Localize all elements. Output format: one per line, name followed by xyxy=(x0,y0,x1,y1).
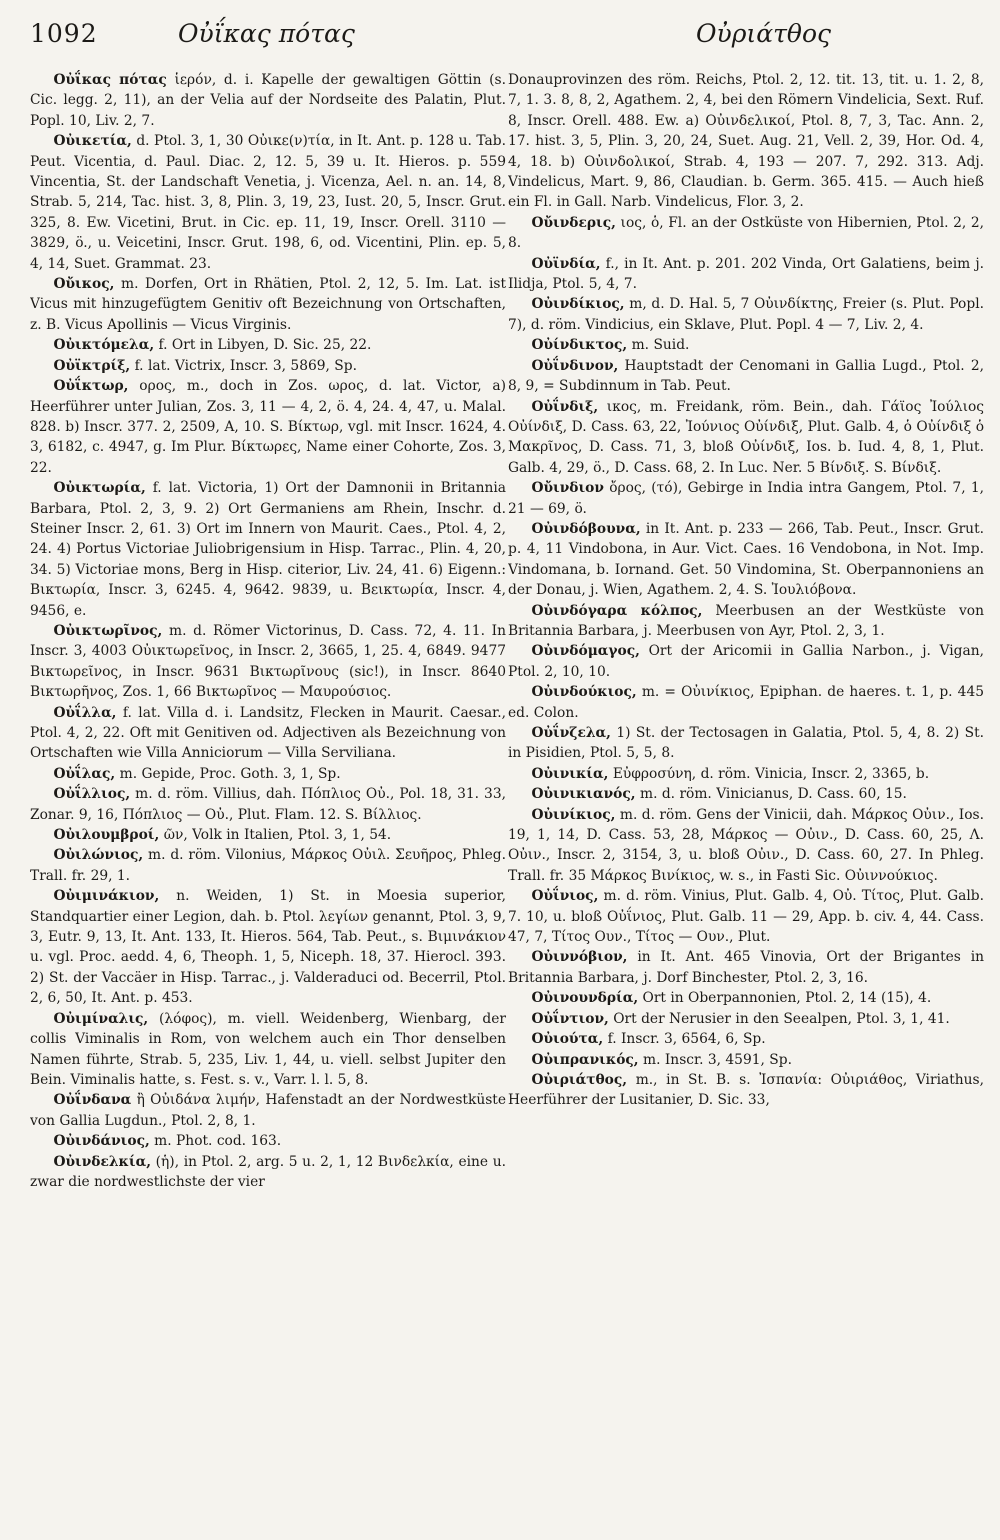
entry-text: ορος, m., doch in Zos. ωρος, d. lat. Victor, a) Heerführer unter Julian, Zos. 3, 11 — 4, 2, ö. 4, 24. 4, 47, u. Malal. 828. b) Inscr. 377. 2, 2509, A, 10. S. Βίκτωρ, vgl. mit Inscr. 1624, 4. 3, 6182, c. 4947, g. Im Plur. Βίκτωρες, Name einer Cohorte, Zos. 3, 22. xyxy=(30,378,506,476)
entry-headword: Οὐΐνδιξ, xyxy=(531,398,599,415)
dictionary-entry xyxy=(30,274,506,335)
dictionary-entry xyxy=(30,1009,506,1091)
entry-text: ὄρος, (τό), Gebirge in India intra Gangem, Ptol. 7, 1, 21 — 69, ö. xyxy=(508,480,984,517)
dictionary-entry xyxy=(508,682,984,723)
dictionary-entry xyxy=(508,601,984,642)
entry-headword: Οὐινδούκιος, xyxy=(531,684,637,701)
entry-headword: Οὐινίκιος, xyxy=(531,806,616,823)
dictionary-entry xyxy=(508,988,984,1008)
entry-headword: Οὐΐλας, xyxy=(53,765,116,782)
entry-text: ἢ Οὐιδάνα λιμήν, Hafenstadt an der Nordwestküste von Gallia Lugdun., Ptol. 2, 8, 1. xyxy=(30,1092,506,1129)
entry-headword: Οὐΐκας πότας xyxy=(53,72,167,88)
entry-text: d. Ptol. 3, 1, 30 Οὐικε(ν)τία, in It. Ant. p. 128 u. Tab. Peut. Vicentia, d. Paul. Diac. 2, 12. 5, 39 u. It. Hieros. p. 559 Vincentia, St. der Landschaft Venetia, j. Vicenza, Ael. n. an. 14, 8, Strab. 5, 214, Tac. hist. 3, 8, Plin. 3, 19, 23, Iust. 20, 5, Inscr. Grut. 325, 8. Ew. Vicetini, Brut. in Cic. ep. 11, 19, Inscr. Orell. 3110 — 3829, ö., u. Veicetini, Inscr. Grut. 198, 6, od. Vicentini, Plin. ep. 5, 4, 14, Suet. Grammat. 23. xyxy=(30,133,506,272)
entry-headword: Οὔινδιον xyxy=(531,480,604,497)
entry-headword: Οὐϊκτρίξ, xyxy=(53,357,131,374)
entry-text: ἱερόν, d. i. Kapelle der gewaltigen Göttin (s. Cic. legg. 2, 11), an der Velia auf der Nordseite des Palatin, Plut. Popl. 10, Liv. 2, 7. xyxy=(30,72,506,129)
entry-headword: Οὐιούτα, xyxy=(531,1031,604,1048)
entry-headword: Οὐΐνιος, xyxy=(531,888,599,905)
dictionary-entry xyxy=(30,886,506,1008)
entry-headword: Οὐΐνδανα xyxy=(53,1092,132,1109)
dictionary-entry xyxy=(30,376,506,478)
dictionary-entry xyxy=(30,845,506,886)
dictionary-entry xyxy=(30,356,506,376)
dictionary-entry xyxy=(508,805,984,887)
entry-headword: Οὐινδόγαρα κόλπος, xyxy=(531,602,703,619)
entry-text: m. d. röm. Vinius, Plut. Galb. 4, Οὐ. Τίτος, Plut. Galb. 7. 10, u. bloß Οὐΐνιος, Plut. Galb. 11 — 29, App. b. civ. 4, 44. Cass. 47, 7, Τίτος Ουν., Τίτος — Ουν., Plut. xyxy=(508,888,984,946)
entry-text: m. d. Römer Victorinus, D. Cass. 72, 4. 11. In Inscr. 3, 4003 Οὐικτωρεῖνος, in Inscr. 2, 3665, 1, 25. 4, 6849. 9477 Βικτωρεῖνος, in Inscr. 9631 Βικτωρῖνους (sic!), in Inscr. 8640 Βικτωρῆνος, Zos. 1, 66 Βικτωρῖνος — Μαυρούσιος. xyxy=(30,622,506,701)
entry-headword: Οὐιμίναλις, xyxy=(53,1010,149,1027)
dictionary-entry xyxy=(508,519,984,601)
entry-text: in It. Ant. 465 Vinovia, Ort der Brigantes in Britannia Barbara, j. Dorf Binchester, Ptol. 2, 3, 16. xyxy=(508,949,984,986)
entry-headword: Οὐικτόμελα, xyxy=(53,337,155,354)
entry-headword: Οὐικτωρῖνος, xyxy=(53,622,163,639)
entry-headword: Οὐινικιανός, xyxy=(531,786,636,803)
entry-headword: Οὐΐνδινον, xyxy=(531,357,619,374)
entry-text: f. lat. Villa d. i. Landsitz, Flecken in Maurit. Caesar., Ptol. 4, 2, 22. Oft mit Genitiven od. Adjectiven als Bezeichnung von Ortschaften wie Villa Anniciorum — Villa Serviliana. xyxy=(30,704,506,762)
entry-text: 1) St. der Tectosagen in Galatia, Ptol. 5, 4, 8. 2) St. in Pisidien, Ptol. 5, 5, 8. xyxy=(508,725,984,762)
entry-text: Εὐφροσύνη, d. röm. Vinicia, Inscr. 2, 3365, b. xyxy=(612,765,930,782)
entry-text: m. d. röm. Vinicianus, D. Cass. 60, 15. xyxy=(639,786,907,803)
entry-headword: Οὐινουνδρία, xyxy=(531,990,639,1007)
dictionary-entry xyxy=(508,70,984,213)
dictionary-entry xyxy=(508,335,984,355)
entry-headword: Οὐϊνδία, xyxy=(531,255,601,272)
dictionary-entry xyxy=(508,294,984,335)
entry-text: Ort in Oberpannonien, Ptol. 2, 14 (15), 4. xyxy=(642,990,932,1007)
right-guide-word: Οὐριάτθος xyxy=(696,19,832,48)
entry-headword: Οὐιπρανικός, xyxy=(531,1051,639,1068)
entry-headword: Οὐικετία, xyxy=(53,133,132,150)
entry-headword: Οὐΐκτωρ, xyxy=(53,378,129,395)
entry-headword: Οὐικτωρία, xyxy=(53,480,146,497)
entry-text: m. Gepide, Proc. Goth. 3, 1, Sp. xyxy=(119,765,341,782)
dictionary-entry xyxy=(508,254,984,295)
page-number: 1092 xyxy=(30,19,98,48)
entry-headword: Οὐινδάνιος, xyxy=(53,1133,150,1150)
entry-text: Ort der Nerusier in den Seealpen, Ptol. 3, 1, 41. xyxy=(613,1010,950,1027)
entry-text: m. Inscr. 3, 4591, Sp. xyxy=(643,1051,792,1068)
entry-headword: Οὐΐντιον, xyxy=(531,1010,609,1027)
dictionary-entry xyxy=(508,1050,984,1070)
entry-text: f. lat. Victrix, Inscr. 3, 5869, Sp. xyxy=(134,357,357,374)
entry-headword: Οὐιλουμβροί, xyxy=(53,827,160,844)
entry-text: Hauptstadt der Cenomani in Gallia Lugd., Ptol. 2, 8, 9, = Subdinnum in Tab. Peut. xyxy=(508,357,984,395)
left-guide-word: Οὐΐκας πότας xyxy=(178,19,355,48)
dictionary-entry xyxy=(508,764,984,784)
entry-text: ῶν, Volk in Italien, Ptol. 3, 1, 54. xyxy=(163,827,392,844)
entry-text: f. Ort in Libyen, D. Sic. 25, 22. xyxy=(158,337,372,354)
entry-text: Meerbusen an der Westküste von Britannia Barbara, j. Meerbusen von Ayr, Ptol. 2, 3, 1. xyxy=(508,602,984,639)
dictionary-entry xyxy=(30,478,506,621)
dictionary-entry xyxy=(30,1131,506,1151)
entry-text: m. = Οὐινίκιος, Epiphan. de haeres. t. 1, p. 445 ed. Colon. xyxy=(508,684,984,721)
entry-text: f., in It. Ant. p. 201. 202 Vinda, Ort Galatiens, beim j. Ilidja, Ptol. 5, 4, 7. xyxy=(508,255,984,293)
entry-text: m. d. röm. Gens der Vinicii, dah. Μάρκος Οὐιν., Ios. 19, 1, 14, D. Cass. 53, 28, Μάρκος — Οὐιν., D. Cass. 60, 25, Λ. Οὐιν., Inscr. 2, 3154, 3, u. bloß Οὐιν., D. Cass. 60, 27. In Phleg. Trall. fr. 35 Μάρκος Βινίκιος, w. s., in Fasti Sic. Οὐιννούκιος. xyxy=(508,806,984,884)
entry-headword: Οὐιριάτθος, xyxy=(531,1071,628,1088)
dictionary-entry xyxy=(508,213,984,254)
entry-text: m. d. röm. Villius, dah. Πόπλιος Οὐ., Pol. 18, 31. 33, Zonar. 9, 16, Πόπλιος — Οὐ., Plut. Flam. 12. S. Βίλλιος. xyxy=(30,786,506,823)
entry-text: ιος, ὁ, Fl. an der Ostküste von Hibernien, Ptol. 2, 2, 8. xyxy=(508,214,984,252)
entry-headword: Οὐιμινάκιον, xyxy=(53,888,160,905)
entry-text: (ἡ), in Ptol. 2, arg. 5 u. 2, 1, 12 Βινδελκία, eine u. zwar die nordwestlichste der vier xyxy=(30,1153,506,1190)
entry-headword: Οὐιλώνιος, xyxy=(53,847,144,864)
dictionary-entry xyxy=(30,131,506,274)
dictionary-entry xyxy=(508,641,984,682)
entry-text: f. Inscr. 3, 6564, 6, Sp. xyxy=(607,1031,766,1048)
entry-headword: Οὐίνδικτος, xyxy=(531,337,628,354)
entry-headword: Οὔινδερις, xyxy=(531,214,616,231)
right-column xyxy=(508,70,984,1532)
dictionary-entry xyxy=(30,1090,506,1131)
dictionary-entry xyxy=(30,70,506,131)
entry-text: m, d. D. Hal. 5, 7 Οὐινδίκτης, Freier (s. Plut. Popl. 7), d. röm. Vindicius, ein Sklave, Plut. Popl. 4 — 7, Liv. 2, 4. xyxy=(508,296,984,333)
entry-text: m. Suid. xyxy=(631,337,690,354)
dictionary-entry xyxy=(508,1009,984,1029)
dictionary-entry xyxy=(508,356,984,397)
dictionary-entry xyxy=(508,1029,984,1049)
dictionary-entry xyxy=(508,947,984,988)
dictionary-entry xyxy=(30,335,506,355)
dictionary-entry xyxy=(508,1070,984,1111)
entry-text: m., in St. B. s. Ἰσπανία: Οὐιριάθος, Viriathus, Heerführer der Lusitanier, D. Sic. 33, xyxy=(508,1071,984,1109)
entry-text: in It. Ant. p. 233 — 266, Tab. Peut., Inscr. Grut. p. 4, 11 Vindobona, in Aur. Vict. Caes. 16 Vendobona, in Not. Imp. Vindomana, b. Iornand. Get. 50 Vindomina, St. Oberpannoniens an der Donau, j. Wien, Agathem. 2, 4. S. Ἰουλιόβονα. xyxy=(508,520,984,599)
entry-headword: Οὐΐλλα, xyxy=(53,704,117,721)
dictionary-entry xyxy=(30,621,506,703)
dictionary-entry xyxy=(30,703,506,764)
entry-headword: Οὐινδόμαγος, xyxy=(531,643,640,660)
entry-text: f. lat. Victoria, 1) Ort der Damnonii in Britannia Barbara, Ptol. 2, 3, 9. 2) Ort Germaniens am Rhein, Inschr. d. Steiner Inscr. 2, 61. 3) Ort im Innern von Maurit. Caes., Ptol. 4, 2, 24. 4) Portus Victoriae Juliobrigensium in Hisp. Tarrac., Plin. 4, 20, 34. 5) Victoriae mons, Berg in Hisp. citerior, Liv. 24, 41. 6) Eigenn.: Βικτωρία, Inscr. 3, 6245. 4, 9642. 9839, u. Βεικτωρία, Inscr. 4, 9456, e. xyxy=(30,480,506,619)
entry-headword: Οὐινδελκία, xyxy=(53,1153,151,1170)
dictionary-entry xyxy=(508,723,984,764)
dictionary-entry xyxy=(508,886,984,947)
dictionary-entry xyxy=(508,478,984,519)
entry-text: m. d. röm. Vilonius, Μάρκος Οὐιλ. Σευῆρος, Phleg. Trall. fr. 29, 1. xyxy=(30,847,506,884)
entry-headword: Οὐινδίκιος, xyxy=(531,296,625,313)
dictionary-entry xyxy=(30,784,506,825)
entry-text: (λόφος), m. viell. Weidenberg, Wienbarg, der collis Viminalis in Rom, von welchem auch ein Thor denselben Namen führte, Strab. 5, 235, Liv. 1, 44, u. viell. selbst Jupiter den Bein. Viminalis hatte, s. Fest. s. v., Varr. l. l. 5, 8. xyxy=(30,1010,506,1088)
entry-headword: Οὐινδόβουνα, xyxy=(531,520,641,537)
entry-text: m. Dorfen, Ort in Rhätien, Ptol. 2, 12, 5. Im. Lat. ist Vicus mit hinzugefügtem Genitiv oft Bezeichnung von Ortschaften, z. B. Vicus Apollinis — Vicus Virginis. xyxy=(30,276,506,333)
entry-headword: Οὐΐλλιος, xyxy=(53,786,131,803)
dictionary-entry xyxy=(30,825,506,845)
dictionary-entry xyxy=(30,764,506,784)
dictionary-entry xyxy=(508,784,984,804)
entry-headword: Οὐιννόβιον, xyxy=(531,949,628,966)
entry-text: m. Phot. cod. 163. xyxy=(154,1133,282,1150)
entry-text: ικος, m. Freidank, röm. Bein., dah. Γάϊος Ἰούλιος Οὐίνδιξ, D. Cass. 63, 22, Ἰούνιος Οὐίνδιξ, Plut. Galb. 4, ὁ Οὐίνδιξ ὁ Μακρῖνος, D. Cass. 71, 3, bloß Οὐίνδιξ, Ios. b. Iud. 4, 8, 1, Plut. Galb. 4, 29, ö., D. Cass. 68, 2. In Luc. Ner. 5 Βίνδιξ. S. Βίνδιξ. xyxy=(508,398,984,476)
entry-text: Donauprovinzen des röm. Reichs, Ptol. 2, 12. tit. 13, tit. u. 1. 2, 8, 7, 1. 3. 8, 8, 2, Agathem. 2, 4, bei den Römern Vindelicia, Sext. Ruf. 8, Inscr. Orell. 488. Ew. a) Οὐινδελικοί, Ptol. 8, 7, 3, Tac. Ann. 2, 17. hist. 3, 5, Plin. 3, 20, 24, Suet. Aug. 21, Vell. 2, 39, Hor. Od. 4, 4, 18. b) Οὐινδολικοί, Strab. 4, 193 — 207. 7, 292. 313. Adj. Vindelicus, Mart. 9, 86, Claudian. b. Germ. 365. 415. — Auch hieß ein Fl. in Gall. Narb. Vindelicus, Flor. 3, 2. xyxy=(508,72,984,211)
left-column xyxy=(30,70,506,1532)
entry-text: n. Weiden, 1) St. in Moesia superior, Standquartier einer Legion, dah. b. Ptol. λεγίων genannt, Ptol. 3, 9, 3, Eutr. 9, 13, It. Ant. 133, It. Hieros. 564, Tab. Peut., s. Βιμινάκιον u. vgl. Proc. aedd. 4, 6, Theoph. 1, 5, Niceph. 18, 37. Hierocl. 393. 2) St. der Vaccäer in Hisp. Tarrac., j. Valderaduci od. Becerril, Ptol. 2, 6, 50, It. Ant. p. 453. xyxy=(30,888,506,1007)
dictionary-entry xyxy=(30,1152,506,1193)
entry-headword: Οὐινικία, xyxy=(531,765,609,782)
entry-headword: Οὐΐνζελα, xyxy=(531,725,611,741)
dictionary-entry xyxy=(508,397,984,479)
entry-headword: Οὔικος, xyxy=(53,276,115,293)
entry-text: Ort der Aricomii in Gallia Narbon., j. Vigan, Ptol. 2, 10, 10. xyxy=(508,643,984,680)
